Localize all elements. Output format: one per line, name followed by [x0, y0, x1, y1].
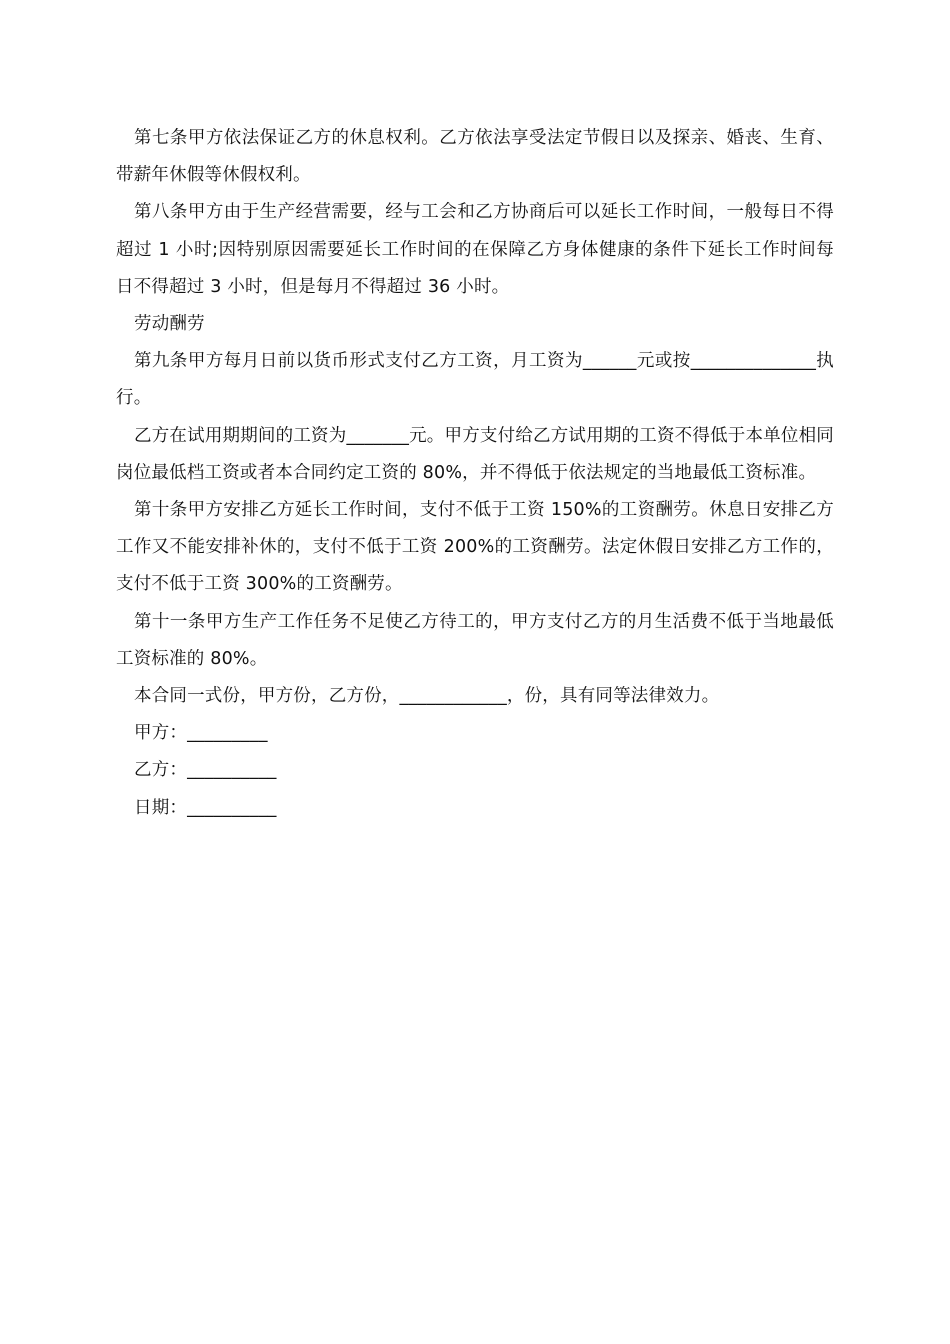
contract-copies-clause: 本合同一式份，甲方份，乙方份，____________，份，具有同等法律效力。 [134, 686, 720, 707]
section-heading-remuneration: 劳动酬劳 [134, 314, 205, 335]
date-line: 日期：__________ [134, 797, 277, 818]
article-8-overtime: 第八条甲方由于生产经营需要，经与工会和乙方协商后可以延长工作时间，一般每日不得超过 1 小时;因特别原因需要延长工作时间的在保障乙方身体健康的条件下延长工作时间每日不得超过 3 小时，但是每月不得超过 36 小时。 [116, 202, 834, 297]
document-body [116, 120, 834, 827]
article-11-idle-pay: 第十一条甲方生产工作任务不足使乙方待工的，甲方支付乙方的月生活费不低于当地最低工资标准的 80%。 [116, 611, 834, 669]
article-9-wages: 第九条甲方每月日前以货币形式支付乙方工资，月工资为______元或按______________执行。 [116, 351, 834, 409]
probation-wage-paragraph: 乙方在试用期期间的工资为_______元。甲方支付给乙方试用期的工资不得低于本单位相同岗位最低档工资或者本合同约定工资的 80%，并不得低于依法规定的当地最低工资标准。 [116, 425, 834, 483]
article-10-overtime-pay: 第十条甲方安排乙方延长工作时间，支付不低于工资 150%的工资酬劳。休息日安排乙方工作又不能安排补休的，支付不低于工资 200%的工资酬劳。法定休假日安排乙方工作的，支付不低于工资 300%的工资酬劳。 [116, 500, 834, 595]
article-7-rest-rights: 第七条甲方依法保证乙方的休息权利。乙方依法享受法定节假日以及探亲、婚丧、生育、带薪年休假等休假权利。 [116, 128, 834, 186]
party-a-signature-line: 甲方：_________ [134, 723, 268, 744]
party-b-signature-line: 乙方：__________ [134, 760, 277, 781]
